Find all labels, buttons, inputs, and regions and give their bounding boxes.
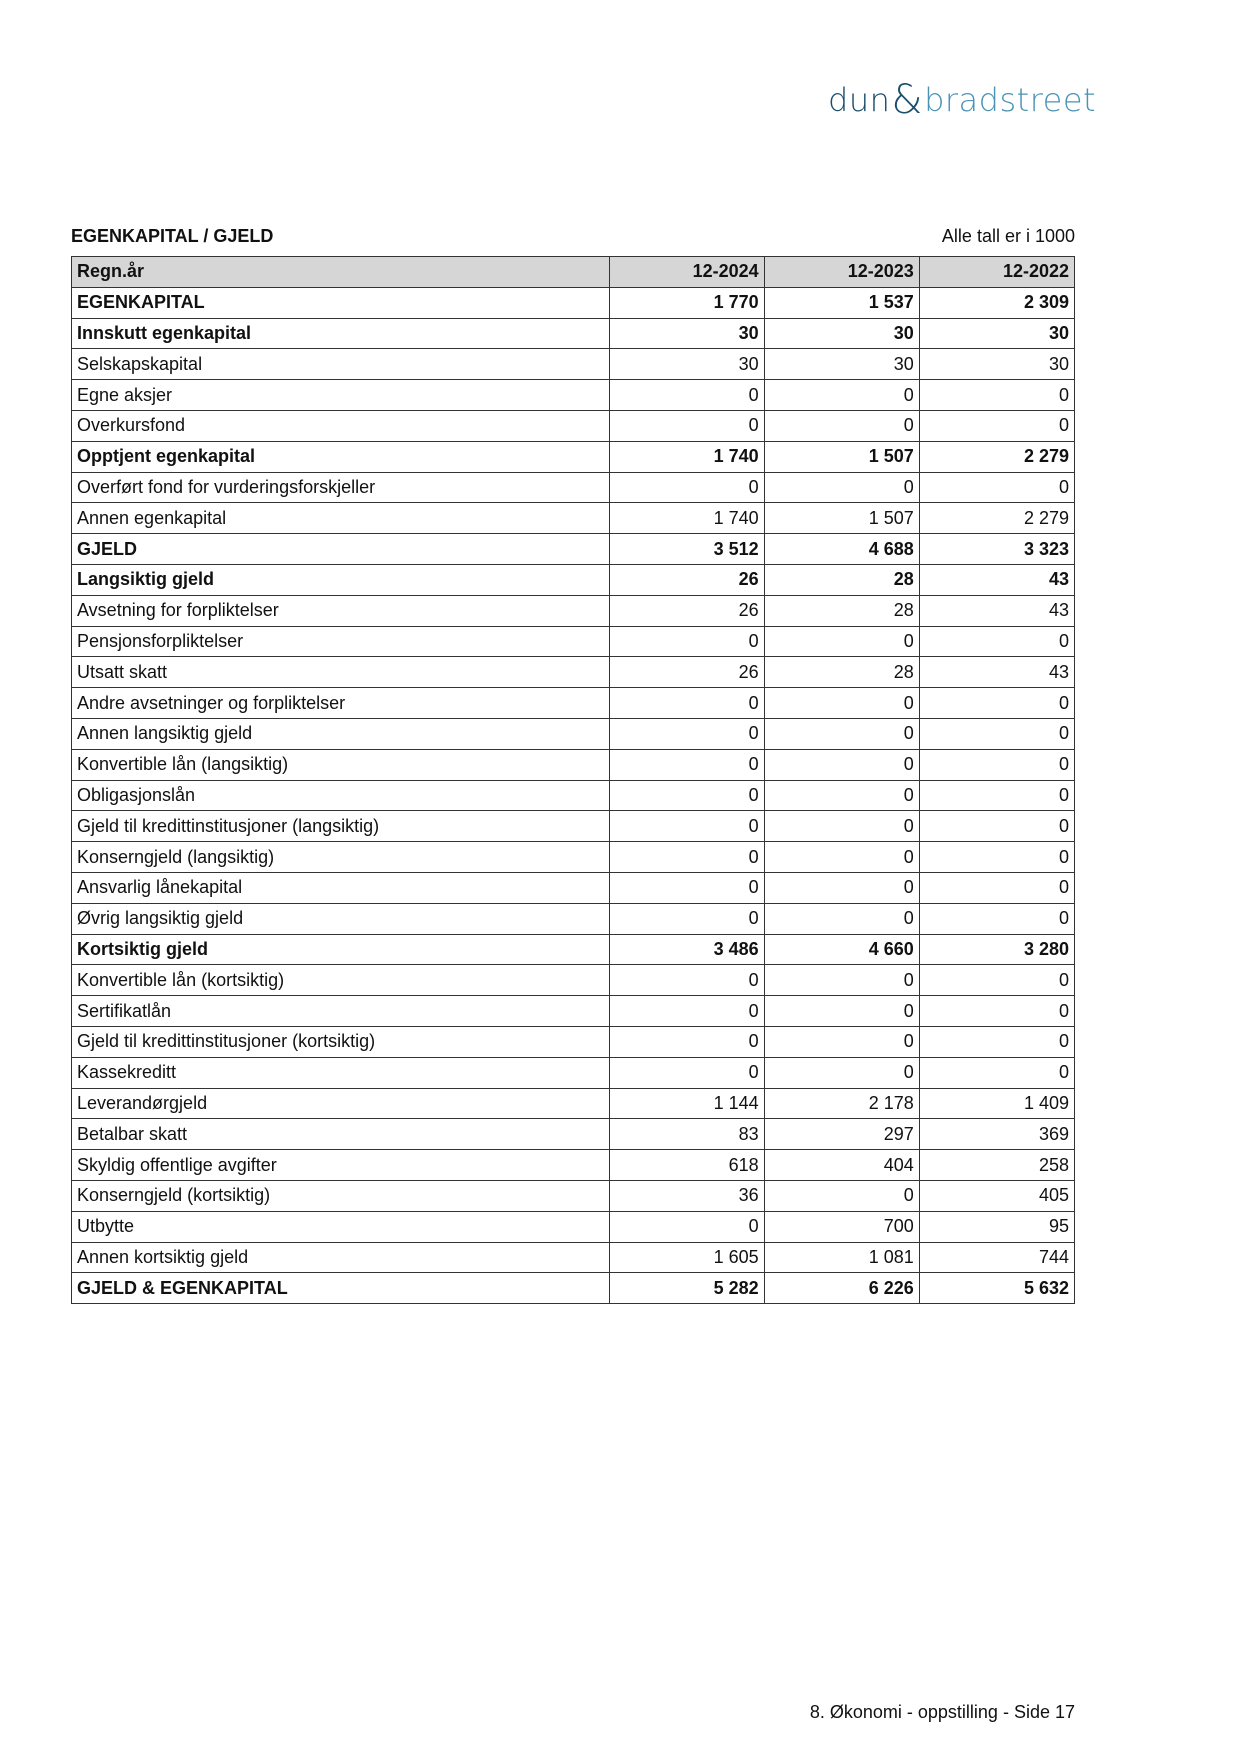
row-value-2024: 0 — [609, 1026, 764, 1057]
row-value-2022: 43 — [919, 657, 1074, 688]
row-value-2023: 0 — [764, 872, 919, 903]
row-value-2023: 0 — [764, 688, 919, 719]
row-label: Langsiktig gjeld — [72, 564, 610, 595]
row-label: Sertifikatlån — [72, 996, 610, 1027]
row-value-2023: 0 — [764, 380, 919, 411]
row-label: Annen kortsiktig gjeld — [72, 1242, 610, 1273]
row-value-2023: 700 — [764, 1211, 919, 1242]
row-value-2022: 3 280 — [919, 934, 1074, 965]
row-value-2022: 258 — [919, 1150, 1074, 1181]
row-value-2022: 0 — [919, 811, 1074, 842]
balance-sheet-table — [71, 256, 1075, 1304]
row-label: Egne aksjer — [72, 380, 610, 411]
row-value-2023: 0 — [764, 1057, 919, 1088]
table-row — [72, 811, 1075, 842]
row-value-2024: 5 282 — [609, 1273, 764, 1304]
row-value-2023: 28 — [764, 657, 919, 688]
row-value-2024: 26 — [609, 564, 764, 595]
row-label: GJELD & EGENKAPITAL — [72, 1273, 610, 1304]
table-row — [72, 472, 1075, 503]
row-value-2022: 0 — [919, 410, 1074, 441]
table-row — [72, 872, 1075, 903]
table-row — [72, 318, 1075, 349]
table-row — [72, 626, 1075, 657]
logo-text-bradstreet: bradstreet — [924, 81, 1097, 119]
row-label: Selskapskapital — [72, 349, 610, 380]
row-value-2022: 0 — [919, 380, 1074, 411]
table-row — [72, 1242, 1075, 1273]
row-value-2024: 30 — [609, 349, 764, 380]
table-row — [72, 441, 1075, 472]
table-row — [72, 1057, 1075, 1088]
row-value-2023: 6 226 — [764, 1273, 919, 1304]
row-value-2024: 1 144 — [609, 1088, 764, 1119]
table-row — [72, 749, 1075, 780]
row-label: GJELD — [72, 534, 610, 565]
row-label: Betalbar skatt — [72, 1119, 610, 1150]
row-label: Leverandørgjeld — [72, 1088, 610, 1119]
row-label: Utsatt skatt — [72, 657, 610, 688]
table-row — [72, 934, 1075, 965]
row-value-2024: 30 — [609, 318, 764, 349]
row-value-2024: 3 486 — [609, 934, 764, 965]
row-value-2023: 0 — [764, 626, 919, 657]
row-value-2022: 1 409 — [919, 1088, 1074, 1119]
section-header — [71, 226, 1075, 247]
table-row — [72, 688, 1075, 719]
row-value-2023: 0 — [764, 1180, 919, 1211]
row-value-2024: 3 512 — [609, 534, 764, 565]
table-row — [72, 1119, 1075, 1150]
row-label: Konserngjeld (kortsiktig) — [72, 1180, 610, 1211]
row-value-2024: 0 — [609, 472, 764, 503]
row-value-2023: 28 — [764, 595, 919, 626]
row-value-2023: 1 507 — [764, 503, 919, 534]
row-label: Annen egenkapital — [72, 503, 610, 534]
row-value-2023: 0 — [764, 1026, 919, 1057]
row-value-2024: 83 — [609, 1119, 764, 1150]
row-value-2024: 0 — [609, 410, 764, 441]
table-row — [72, 903, 1075, 934]
row-value-2022: 2 309 — [919, 287, 1074, 318]
table-row — [72, 380, 1075, 411]
row-label: Andre avsetninger og forpliktelser — [72, 688, 610, 719]
row-value-2023: 0 — [764, 718, 919, 749]
table-row — [72, 410, 1075, 441]
row-value-2023: 28 — [764, 564, 919, 595]
row-value-2022: 0 — [919, 472, 1074, 503]
table-row — [72, 996, 1075, 1027]
table-row — [72, 718, 1075, 749]
row-value-2024: 0 — [609, 780, 764, 811]
row-value-2022: 0 — [919, 842, 1074, 873]
row-value-2022: 0 — [919, 996, 1074, 1027]
table-row — [72, 349, 1075, 380]
table-row — [72, 564, 1075, 595]
table-row — [72, 1088, 1075, 1119]
section-title: EGENKAPITAL / GJELD — [71, 226, 274, 246]
row-value-2022: 5 632 — [919, 1273, 1074, 1304]
row-label: EGENKAPITAL — [72, 287, 610, 318]
row-label: Skyldig offentlige avgifter — [72, 1150, 610, 1181]
row-value-2024: 0 — [609, 842, 764, 873]
row-value-2023: 0 — [764, 965, 919, 996]
row-value-2022: 43 — [919, 595, 1074, 626]
row-label: Overført fond for vurderingsforskjeller — [72, 472, 610, 503]
row-value-2022: 0 — [919, 718, 1074, 749]
row-label: Konserngjeld (langsiktig) — [72, 842, 610, 873]
table-row — [72, 657, 1075, 688]
row-value-2022: 369 — [919, 1119, 1074, 1150]
row-label: Kassekreditt — [72, 1057, 610, 1088]
row-value-2022: 2 279 — [919, 503, 1074, 534]
row-value-2023: 0 — [764, 472, 919, 503]
table-row — [72, 842, 1075, 873]
row-value-2023: 0 — [764, 780, 919, 811]
row-value-2024: 0 — [609, 380, 764, 411]
row-value-2022: 2 279 — [919, 441, 1074, 472]
row-label: Pensjonsforpliktelser — [72, 626, 610, 657]
column-header-2024: 12-2024 — [609, 257, 764, 288]
row-value-2024: 0 — [609, 811, 764, 842]
row-value-2023: 0 — [764, 903, 919, 934]
row-value-2024: 26 — [609, 595, 764, 626]
row-label: Opptjent egenkapital — [72, 441, 610, 472]
row-label: Obligasjonslån — [72, 780, 610, 811]
row-value-2022: 744 — [919, 1242, 1074, 1273]
row-value-2023: 297 — [764, 1119, 919, 1150]
table-row — [72, 780, 1075, 811]
row-value-2022: 0 — [919, 626, 1074, 657]
row-value-2024: 36 — [609, 1180, 764, 1211]
row-value-2024: 0 — [609, 872, 764, 903]
row-value-2022: 95 — [919, 1211, 1074, 1242]
row-label: Konvertible lån (langsiktig) — [72, 749, 610, 780]
row-value-2024: 26 — [609, 657, 764, 688]
row-value-2022: 405 — [919, 1180, 1074, 1211]
row-value-2022: 0 — [919, 1057, 1074, 1088]
row-value-2023: 1 537 — [764, 287, 919, 318]
row-value-2023: 0 — [764, 996, 919, 1027]
table-body — [72, 287, 1075, 1303]
row-value-2023: 0 — [764, 749, 919, 780]
row-value-2023: 1 507 — [764, 441, 919, 472]
row-value-2024: 618 — [609, 1150, 764, 1181]
row-value-2024: 0 — [609, 996, 764, 1027]
row-value-2024: 1 740 — [609, 441, 764, 472]
row-label: Overkursfond — [72, 410, 610, 441]
row-label: Øvrig langsiktig gjeld — [72, 903, 610, 934]
row-value-2024: 0 — [609, 749, 764, 780]
logo-text-dun: dun — [828, 81, 891, 119]
row-label: Gjeld til kredittinstitusjoner (kortsiktig) — [72, 1026, 610, 1057]
row-value-2024: 0 — [609, 688, 764, 719]
row-label: Avsetning for forpliktelser — [72, 595, 610, 626]
row-value-2024: 0 — [609, 718, 764, 749]
table-row — [72, 503, 1075, 534]
table-header-row — [72, 257, 1075, 288]
row-label: Gjeld til kredittinstitusjoner (langsiktig) — [72, 811, 610, 842]
row-value-2024: 0 — [609, 903, 764, 934]
row-value-2024: 0 — [609, 1211, 764, 1242]
column-header-2022: 12-2022 — [919, 257, 1074, 288]
row-value-2024: 0 — [609, 626, 764, 657]
row-label: Konvertible lån (kortsiktig) — [72, 965, 610, 996]
table-row — [72, 287, 1075, 318]
row-value-2023: 0 — [764, 842, 919, 873]
row-value-2023: 0 — [764, 410, 919, 441]
table-row — [72, 534, 1075, 565]
row-value-2023: 1 081 — [764, 1242, 919, 1273]
row-value-2023: 404 — [764, 1150, 919, 1181]
table-row — [72, 965, 1075, 996]
row-value-2023: 30 — [764, 318, 919, 349]
dun-bradstreet-logo — [828, 77, 1097, 123]
row-value-2023: 4 688 — [764, 534, 919, 565]
row-value-2022: 0 — [919, 903, 1074, 934]
row-value-2024: 0 — [609, 965, 764, 996]
row-value-2024: 1 770 — [609, 287, 764, 318]
row-label: Innskutt egenkapital — [72, 318, 610, 349]
row-value-2022: 3 323 — [919, 534, 1074, 565]
table-row — [72, 1180, 1075, 1211]
row-value-2023: 30 — [764, 349, 919, 380]
row-value-2022: 0 — [919, 1026, 1074, 1057]
row-value-2024: 1 605 — [609, 1242, 764, 1273]
row-value-2023: 0 — [764, 811, 919, 842]
column-header-2023: 12-2023 — [764, 257, 919, 288]
row-value-2022: 0 — [919, 872, 1074, 903]
row-value-2022: 0 — [919, 749, 1074, 780]
row-value-2022: 0 — [919, 780, 1074, 811]
row-value-2022: 0 — [919, 965, 1074, 996]
unit-note: Alle tall er i 1000 — [941, 226, 1075, 246]
page-footer: 8. Økonomi - oppstilling - Side 17 — [809, 1702, 1075, 1722]
row-label: Ansvarlig lånekapital — [72, 872, 610, 903]
row-value-2022: 43 — [919, 564, 1074, 595]
table-row — [72, 1150, 1075, 1181]
table-row — [72, 595, 1075, 626]
row-value-2022: 30 — [919, 349, 1074, 380]
row-value-2024: 1 740 — [609, 503, 764, 534]
row-label: Annen langsiktig gjeld — [72, 718, 610, 749]
row-value-2022: 30 — [919, 318, 1074, 349]
row-value-2022: 0 — [919, 688, 1074, 719]
row-value-2023: 4 660 — [764, 934, 919, 965]
column-header-regnar: Regn.år — [72, 257, 610, 288]
row-value-2023: 2 178 — [764, 1088, 919, 1119]
row-label: Utbytte — [72, 1211, 610, 1242]
table-row — [72, 1026, 1075, 1057]
table-row — [72, 1273, 1075, 1304]
logo-ampersand: & — [891, 77, 924, 123]
row-value-2024: 0 — [609, 1057, 764, 1088]
table-row — [72, 1211, 1075, 1242]
row-label: Kortsiktig gjeld — [72, 934, 610, 965]
